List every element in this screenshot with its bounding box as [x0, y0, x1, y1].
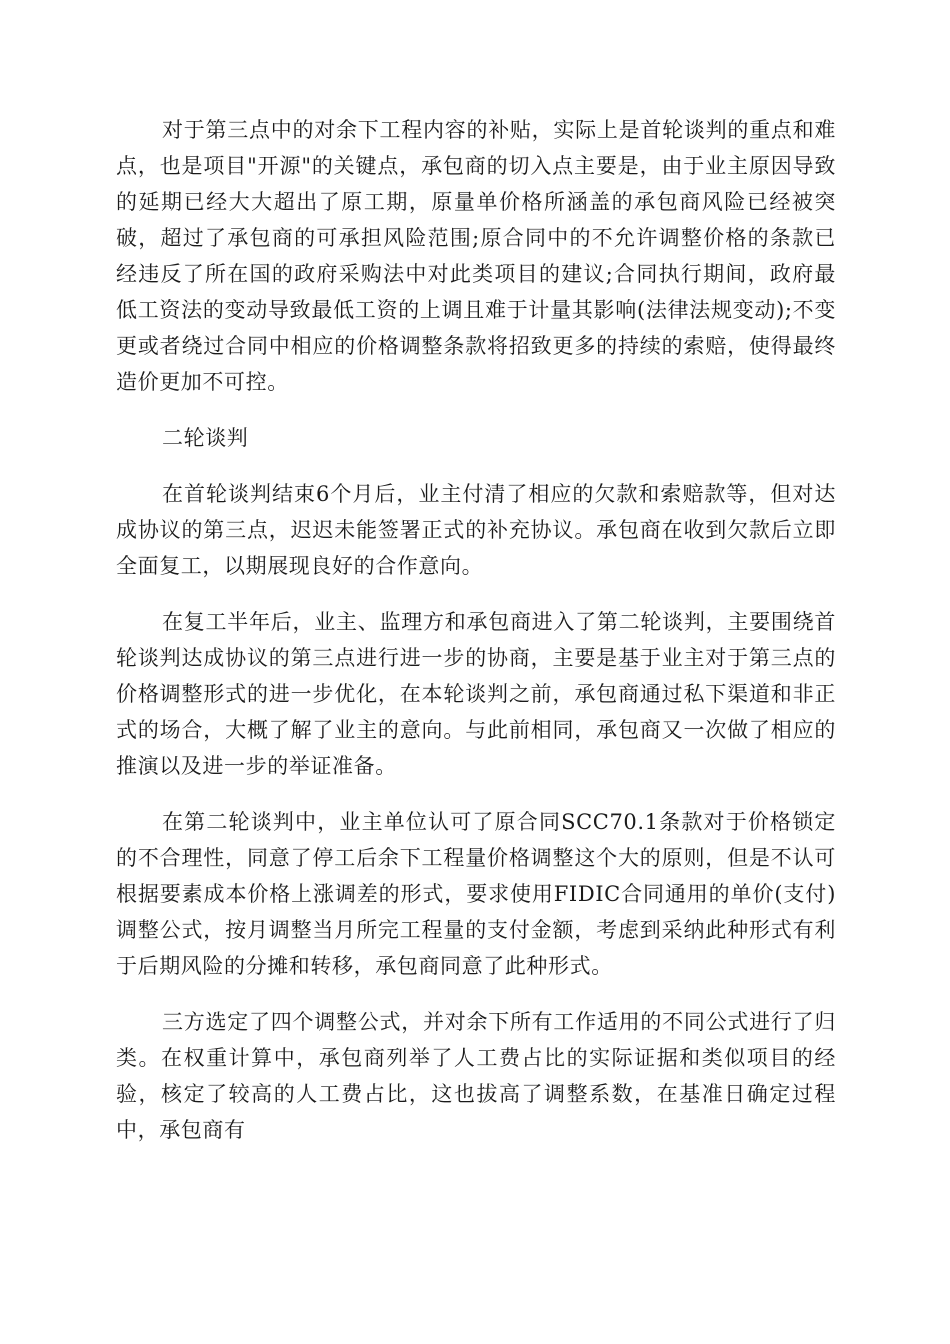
paragraph-second-round-result: 在第二轮谈判中，业主单位认可了原合同SCC70.1条款对于价格锁定的不合理性，同意了停工后余下工程量价格调整这个大的原则，但是不认可根据要素成本价格上涨调差的形式，要求使用FIDIC合同通用的单价(支付)调整公式，按月调整当月所完工程量的支付金额，考虑到采纳此种形式有利于后期风险的分摊和转移，承包商同意了此种形式。: [116, 810, 836, 978]
paragraph-after-first-round: 在首轮谈判结束6个月后，业主付清了相应的欠款和索赔款等，但对达成协议的第三点，迟迟未能签署正式的补充协议。承包商在收到欠款后立即全面复工，以期展现良好的合作意向。: [116, 482, 836, 578]
section-heading-second-round: 二轮谈判: [162, 426, 249, 450]
document-page: [116, 112, 836, 1168]
paragraph-subsidy-negotiation: 对于第三点中的对余下工程内容的补贴，实际上是首轮谈判的重点和难点，也是项目"开源"的关键点，承包商的切入点主要是，由于业主原因导致的延期已经大大超出了原工期，原量单价格所涵盖的承包商风险已经被突破，超过了承包商的可承担风险范围;原合同中的不允许调整价格的条款已经违反了所在国的政府采购法中对此类项目的建议;合同执行期间，政府最低工资法的变动导致最低工资的上调且难于计量其影响(法律法规变动);不变更或者绕过合同中相应的价格调整条款将招致更多的持续的索赔，使得最终造价更加不可控。: [116, 118, 836, 394]
paragraph-adjustment-formulas: 三方选定了四个调整公式，并对余下所有工作适用的不同公式进行了归类。在权重计算中，承包商列举了人工费占比的实际证据和类似项目的经验，核定了较高的人工费占比，这也拔高了调整系数，在基准日确定过程中，承包商有: [116, 1010, 836, 1142]
paragraph-resume-work: 在复工半年后，业主、监理方和承包商进入了第二轮谈判，主要围绕首轮谈判达成协议的第三点进行进一步的协商，主要是基于业主对于第三点的价格调整形式的进一步优化，在本轮谈判之前，承包商通过私下渠道和非正式的场合，大概了解了业主的意向。与此前相同，承包商又一次做了相应的推演以及进一步的举证准备。: [116, 610, 836, 778]
